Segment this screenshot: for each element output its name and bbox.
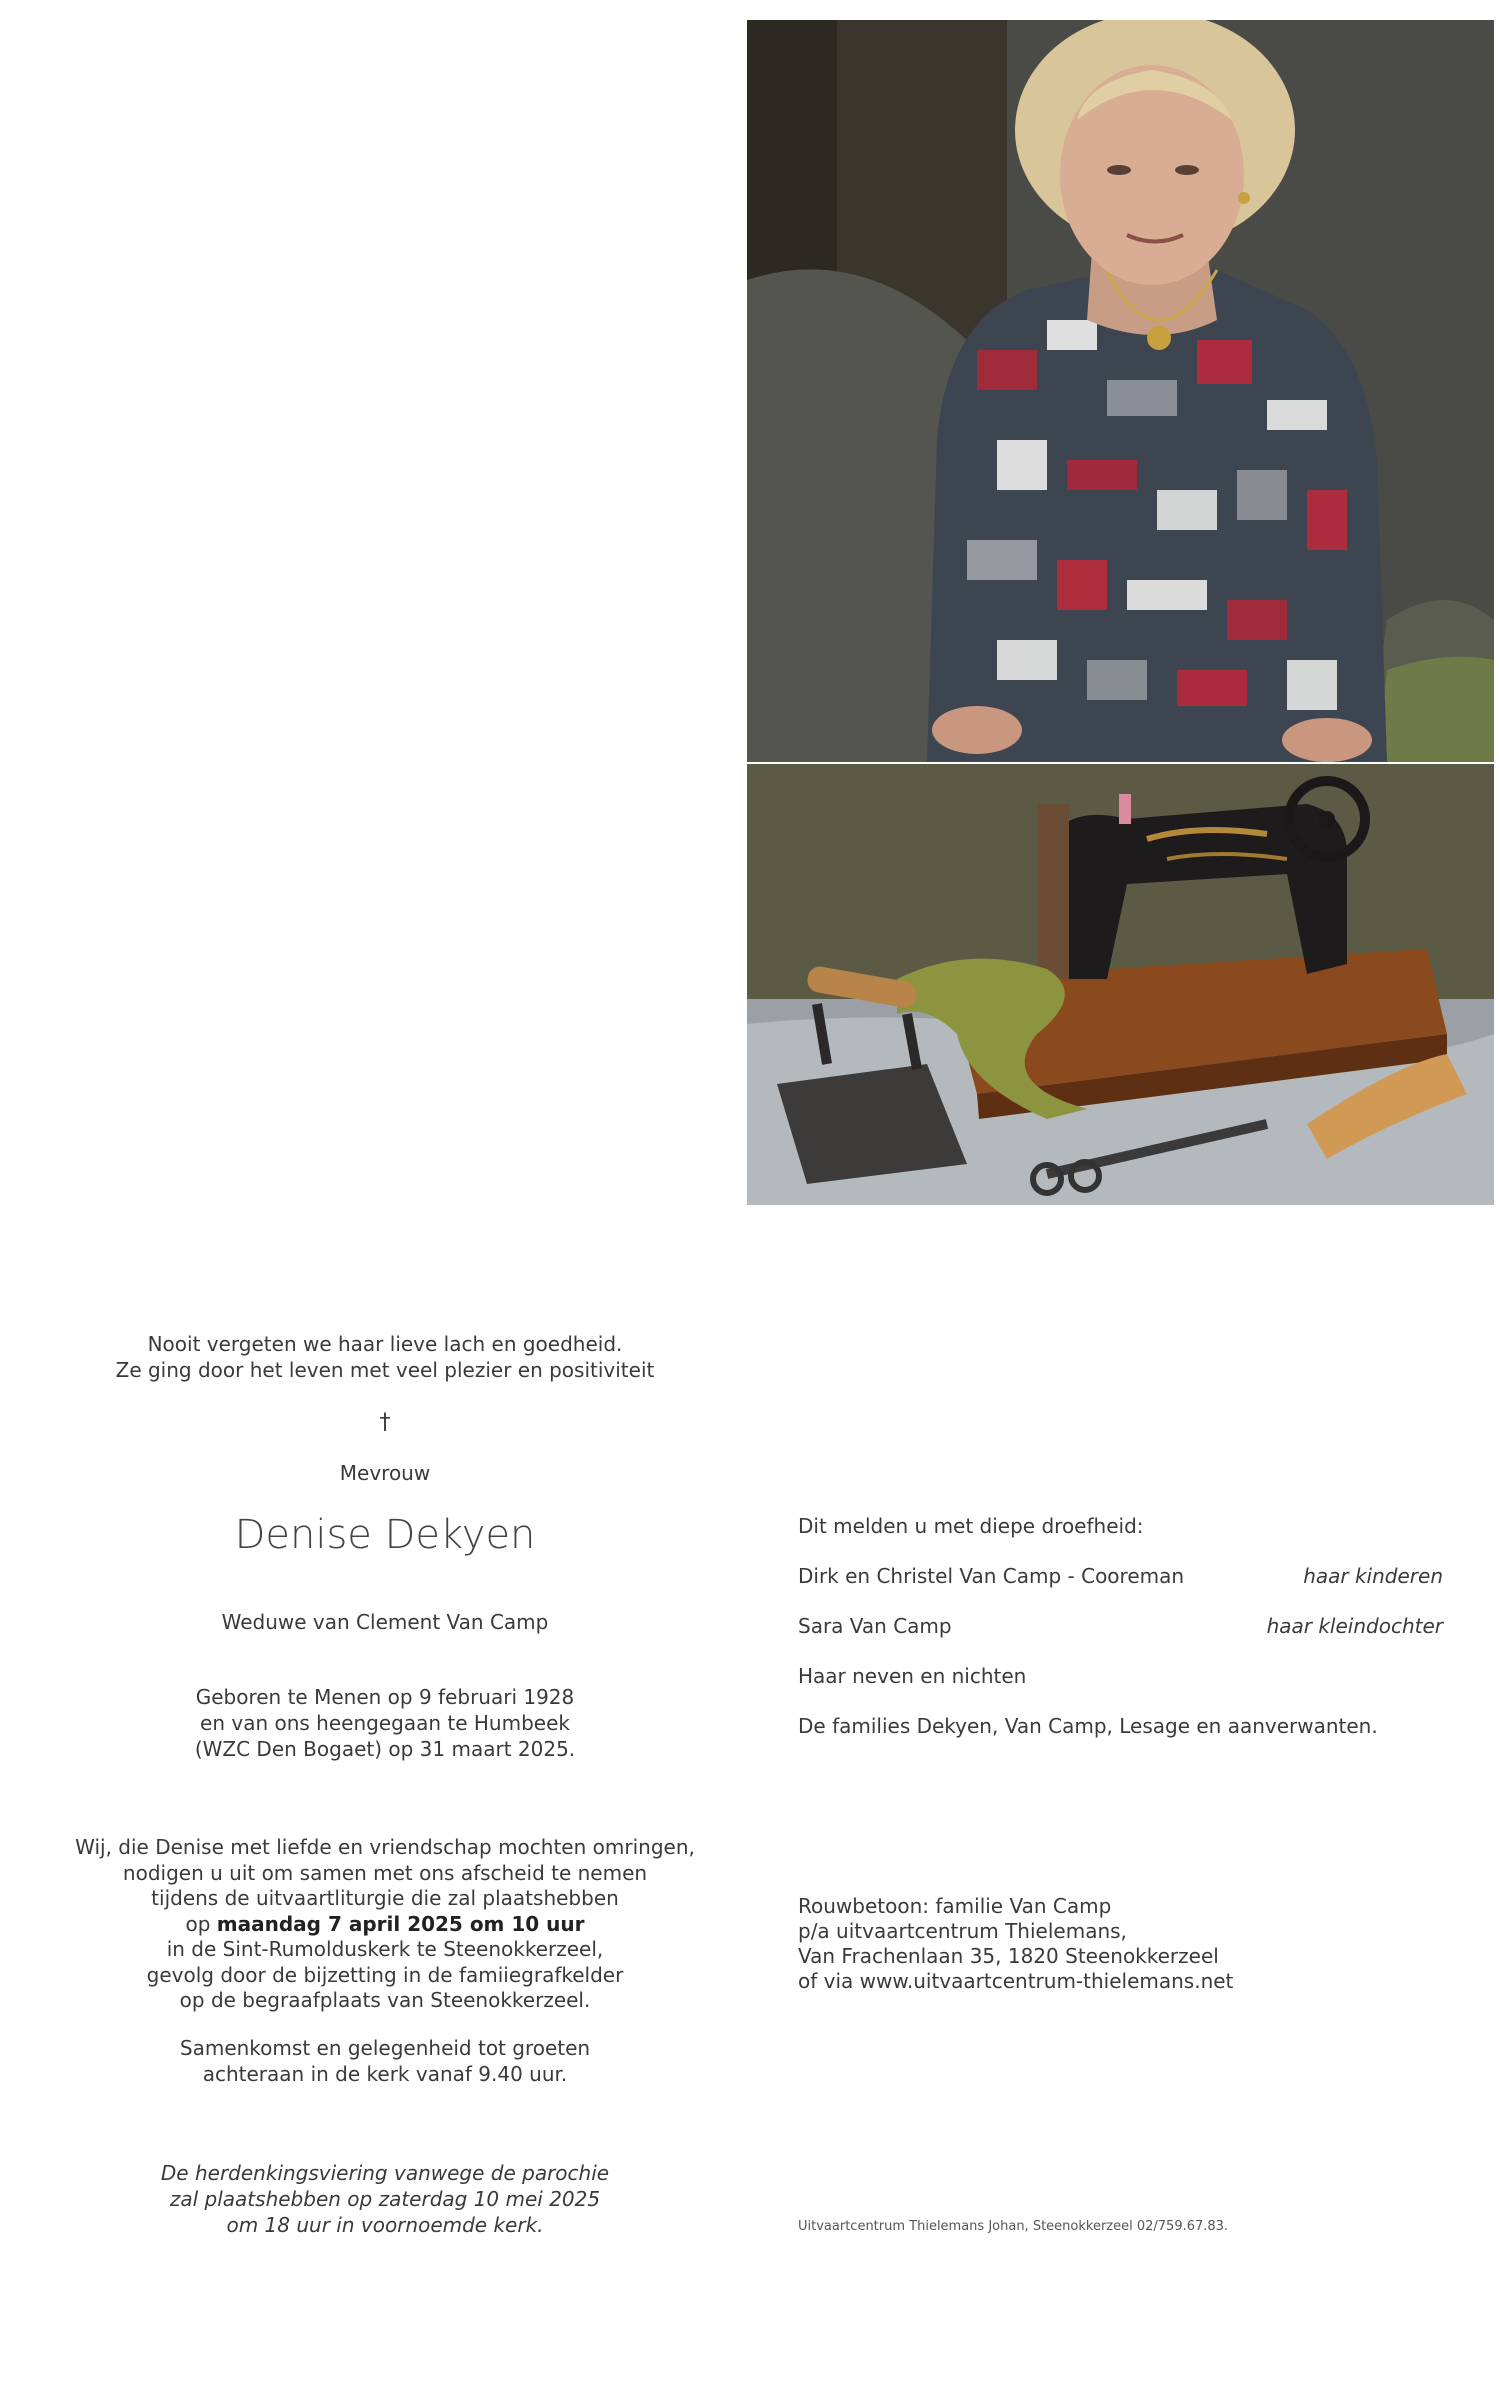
sewing-illustration — [747, 764, 1494, 1205]
service-line: nodigen u uit om samen met ons afscheid te nemen — [122, 1860, 648, 1885]
memorial-info — [60, 2160, 710, 2238]
family-row — [798, 1614, 1443, 1638]
service-line: in de Sint-Rumolduskerk te Steenokkerzeel, — [166, 1937, 604, 1961]
service-date-prefix: op — [185, 1911, 217, 1936]
gathering-info — [60, 2035, 710, 2087]
service-line: op de begraafplaats van Steenokkerzeel. — [179, 1988, 591, 2012]
cross-symbol: † — [379, 1410, 391, 1435]
family-name: Haar neven en nichten — [798, 1664, 1027, 1688]
birth-death-info — [60, 1684, 710, 1762]
contact-line: p/a uitvaartcentrum Thielemans, — [798, 1919, 1127, 1943]
gathering-line: achteraan in de kerk vanaf 9.40 uur. — [202, 2062, 568, 2086]
memorial-line: zal plaatshebben op zaterdag 10 mei 2025 — [169, 2187, 601, 2211]
contact-line: Van Frachenlaan 35, 1820 Steenokkerzeel — [798, 1944, 1219, 1968]
family-relation: haar kleindochter — [1266, 1614, 1443, 1638]
family-relation: haar kinderen — [1303, 1564, 1443, 1588]
service-line: tijdens de uitvaartliturgie die zal plaatshebben — [151, 1886, 619, 1910]
family-row — [798, 1664, 1443, 1688]
memorial-line: om 18 uur in voornoemde kerk. — [226, 2213, 544, 2237]
portrait-photo — [747, 20, 1494, 762]
quote-line: Nooit vergeten we haar lieve lach en goedheid. — [147, 1332, 623, 1356]
service-date: maandag 7 april 2025 om 10 uur — [216, 1911, 585, 1936]
gathering-line: Samenkomst en gelegenheid tot groeten — [179, 2036, 591, 2060]
condolence-contact — [798, 1894, 1443, 1994]
funeral-home-footer: Uitvaartcentrum Thielemans Johan, Steenokkerzeel 02/759.67.83. — [798, 2219, 1229, 2234]
family-row — [798, 1564, 1443, 1588]
family-name: Sara Van Camp — [798, 1614, 952, 1638]
salutation: Mevrouw — [339, 1461, 431, 1485]
service-line: gevolg door de bijzetting in de famiiegrafkelder — [146, 1962, 624, 1987]
birth-line: (WZC Den Bogaet) op 31 maart 2025. — [194, 1737, 576, 1761]
contact-line: Rouwbetoon: familie Van Camp — [798, 1894, 1112, 1918]
widow-of: Weduwe van Clement Van Camp — [221, 1610, 549, 1634]
funeral-service-info — [60, 1835, 710, 2014]
family-name: De families Dekyen, Van Camp, Lesage en aanverwanten. — [798, 1714, 1378, 1738]
family-row — [798, 1714, 1443, 1738]
quote-line: Ze ging door het leven met veel plezier en positiviteit — [115, 1358, 655, 1382]
contact-line: of via www.uitvaartcentrum-thielemans.net — [798, 1969, 1234, 1993]
service-line: Wij, die Denise met liefde en vriendschap mochten omringen, — [75, 1835, 695, 1859]
quote — [60, 1331, 710, 1383]
announcement: Dit melden u met diepe droefheid: — [798, 1514, 1144, 1538]
memorial-line: De herdenkingsviering vanwege de parochie — [160, 2161, 610, 2185]
birth-line: Geboren te Menen op 9 februari 1928 — [195, 1685, 575, 1709]
service-date-line — [60, 1912, 710, 1938]
birth-line: en van ons heengegaan te Humbeek — [200, 1711, 570, 1735]
sewing-machine-photo — [747, 764, 1494, 1205]
portrait-illustration — [747, 20, 1494, 762]
family-name: Dirk en Christel Van Camp - Cooreman — [798, 1564, 1185, 1588]
deceased-name: Denise Dekyen — [234, 1512, 536, 1558]
